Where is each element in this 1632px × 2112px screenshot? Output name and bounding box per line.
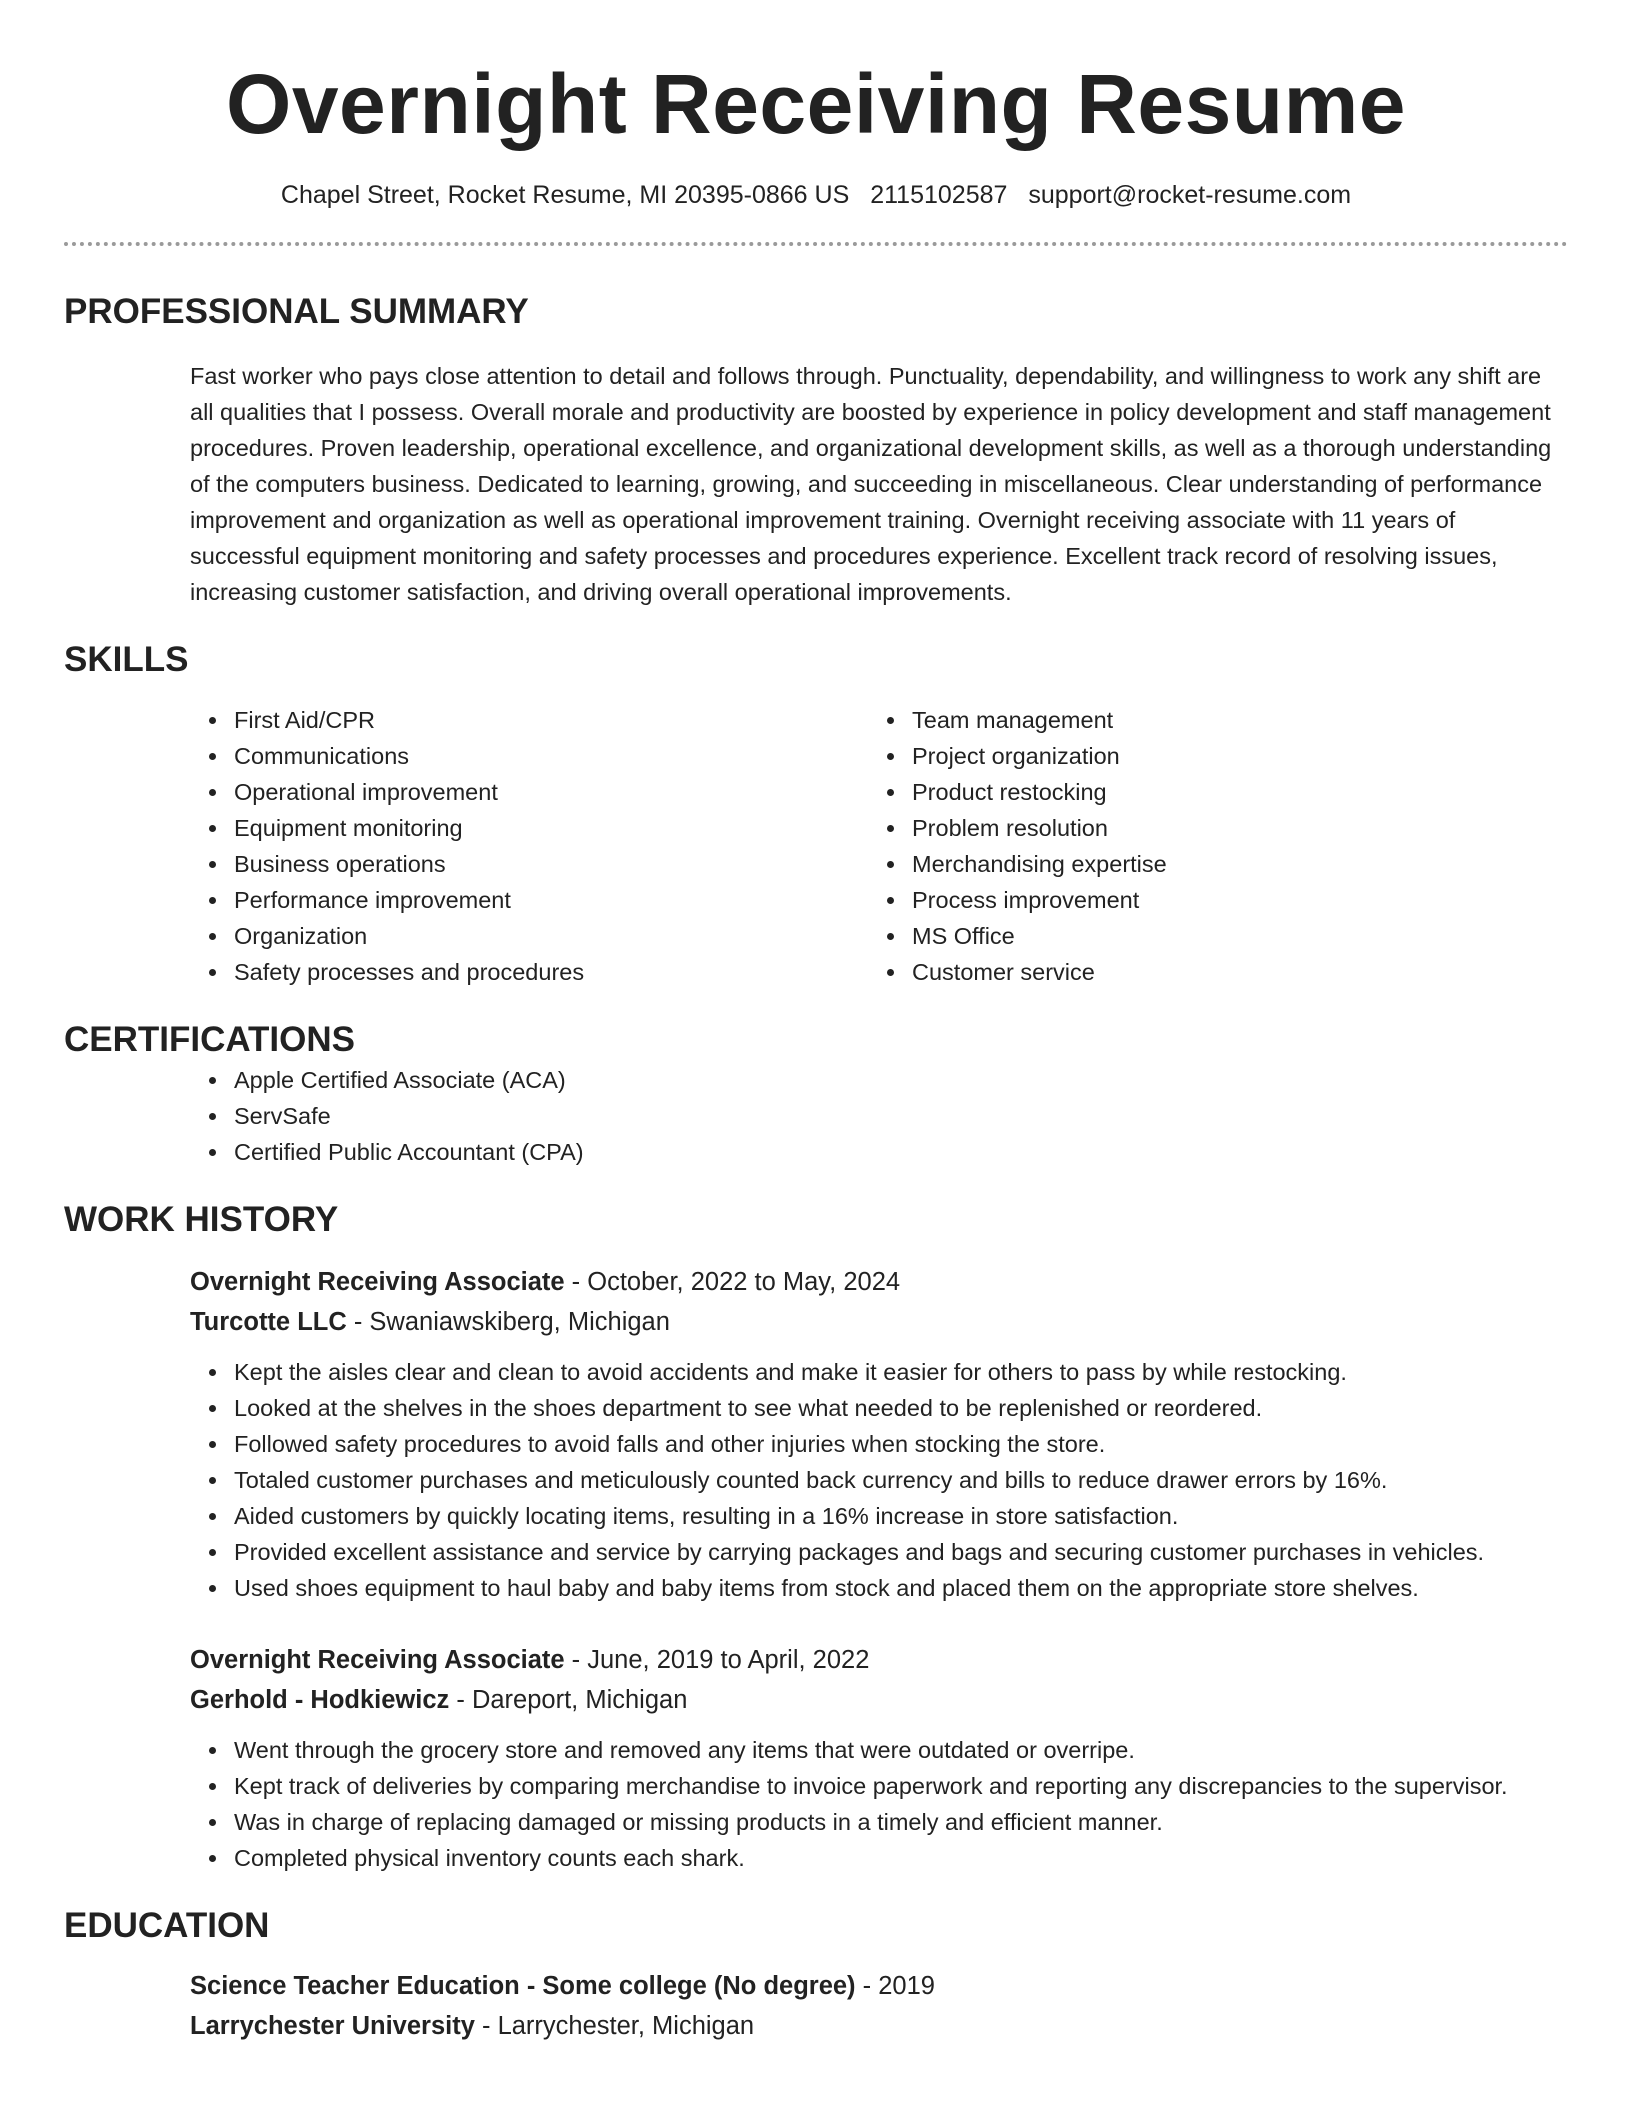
skill-item: Performance improvement: [234, 882, 744, 918]
job-bullet: Totaled customer purchases and meticulously counted back currency and bills to reduce drawer errors by 16%.: [234, 1462, 1568, 1498]
job-dates: - October, 2022 to May, 2024: [564, 1268, 901, 1296]
certification-item: ServSafe: [234, 1098, 1568, 1134]
education-location: - Larrychester, Michigan: [474, 2012, 755, 2040]
resume-title: Overnight Receiving Resume: [225, 57, 1407, 151]
job-bullets: [190, 1732, 1568, 1876]
job-location: - Swaniawskiberg, Michigan: [346, 1308, 670, 1336]
education-school: Larrychester University: [190, 2012, 475, 2040]
job-company-line: [190, 1302, 1568, 1342]
skill-item: Business operations: [234, 846, 744, 882]
job-entry: [190, 1262, 1568, 1606]
skill-item: MS Office: [912, 918, 1422, 954]
contact-phone: 2115102587: [870, 181, 1008, 209]
skill-item: Equipment monitoring: [234, 810, 744, 846]
section-title-certifications: CERTIFICATIONS: [64, 1020, 356, 1059]
contact-email[interactable]: support@rocket-resume.com: [1028, 181, 1352, 209]
certification-item: Apple Certified Associate (ACA): [234, 1062, 1568, 1098]
job-location: - Dareport, Michigan: [449, 1686, 688, 1714]
skill-item: Process improvement: [912, 882, 1422, 918]
section-title-skills: SKILLS: [64, 640, 189, 679]
header-divider: [64, 242, 1568, 246]
education-degree: Science Teacher Education - Some college (No degree): [190, 1972, 856, 2000]
job-company: Gerhold - Hodkiewicz: [190, 1686, 450, 1714]
skill-item: Team management: [912, 702, 1422, 738]
job-bullet: Provided excellent assistance and service by carrying packages and bags and securing customer purchases in vehicles.: [234, 1534, 1568, 1570]
job-role-line: [190, 1262, 1568, 1302]
skills-column-left: [64, 702, 744, 990]
job-company-line: [190, 1680, 1568, 1720]
job-company: Turcotte LLC: [190, 1308, 347, 1336]
skills-list: [64, 702, 1568, 990]
job-bullet: Used shoes equipment to haul baby and baby items from stock and placed them on the appropriate store shelves.: [234, 1570, 1568, 1606]
section-title-work-history: WORK HISTORY: [64, 1200, 339, 1239]
skills-column-right: [744, 702, 1422, 990]
contact-line: [64, 178, 1568, 212]
certifications-list: [64, 1062, 1568, 1170]
resume-page: [64, 0, 1568, 2046]
job-entry: [190, 1640, 1568, 1876]
job-bullet: Followed safety procedures to avoid falls and other injuries when stocking the store.: [234, 1426, 1568, 1462]
skill-item: Project organization: [912, 738, 1422, 774]
education-degree-line: [190, 1966, 1568, 2006]
summary-text: Fast worker who pays close attention to detail and follows through. Punctuality, dependability, and willingness to work any shift are all qualities that I possess. Overall morale and productivity are boosted by experience in policy development and staff management procedures. Proven leadership, operational excellence, and organizational development skills, as well as a thorough understanding of the computers business. Dedicated to learning, growing, and succeeding in miscellaneous. Clear understanding of performance improvement and organization as well as operational improvement training. Overnight receiving associate with 11 years of successful equipment monitoring and safety processes and procedures experience. Excellent track record of resolving issues, increasing customer satisfaction, and driving overall operational improvements.: [190, 363, 1552, 605]
job-dates: - June, 2019 to April, 2022: [564, 1646, 870, 1674]
skill-item: Problem resolution: [912, 810, 1422, 846]
job-bullet: Aided customers by quickly locating items, resulting in a 16% increase in store satisfaction.: [234, 1498, 1568, 1534]
skill-item: Customer service: [912, 954, 1422, 990]
job-role: Overnight Receiving Associate: [190, 1646, 565, 1674]
education-year: - 2019: [855, 1972, 935, 2000]
certification-item: Certified Public Accountant (CPA): [234, 1134, 1568, 1170]
skill-item: First Aid/CPR: [234, 702, 744, 738]
section-title-summary: PROFESSIONAL SUMMARY: [64, 292, 529, 331]
skill-item: Safety processes and procedures: [234, 954, 744, 990]
skill-item: Operational improvement: [234, 774, 744, 810]
skill-item: Merchandising expertise: [912, 846, 1422, 882]
job-bullet: Went through the grocery store and removed any items that were outdated or overripe.: [234, 1732, 1568, 1768]
job-bullet: Looked at the shelves in the shoes department to see what needed to be replenished or reordered.: [234, 1390, 1568, 1426]
skill-item: Communications: [234, 738, 744, 774]
skill-item: Product restocking: [912, 774, 1422, 810]
education-school-line: [190, 2006, 1568, 2046]
job-bullet: Kept track of deliveries by comparing merchandise to invoice paperwork and reporting any discrepancies to the supervisor.: [234, 1768, 1568, 1804]
section-title-education: EDUCATION: [64, 1906, 270, 1945]
job-role-line: [190, 1640, 1568, 1680]
job-bullet: Completed physical inventory counts each shark.: [234, 1840, 1568, 1876]
skill-item: Organization: [234, 918, 744, 954]
job-bullet: Kept the aisles clear and clean to avoid accidents and make it easier for others to pass by while restocking.: [234, 1354, 1568, 1390]
job-bullets: [190, 1354, 1568, 1606]
education-entry: [190, 1966, 1568, 2046]
contact-address: Chapel Street, Rocket Resume, MI 20395-0866 US: [280, 181, 850, 209]
job-role: Overnight Receiving Associate: [190, 1268, 565, 1296]
job-bullet: Was in charge of replacing damaged or missing products in a timely and efficient manner.: [234, 1804, 1568, 1840]
